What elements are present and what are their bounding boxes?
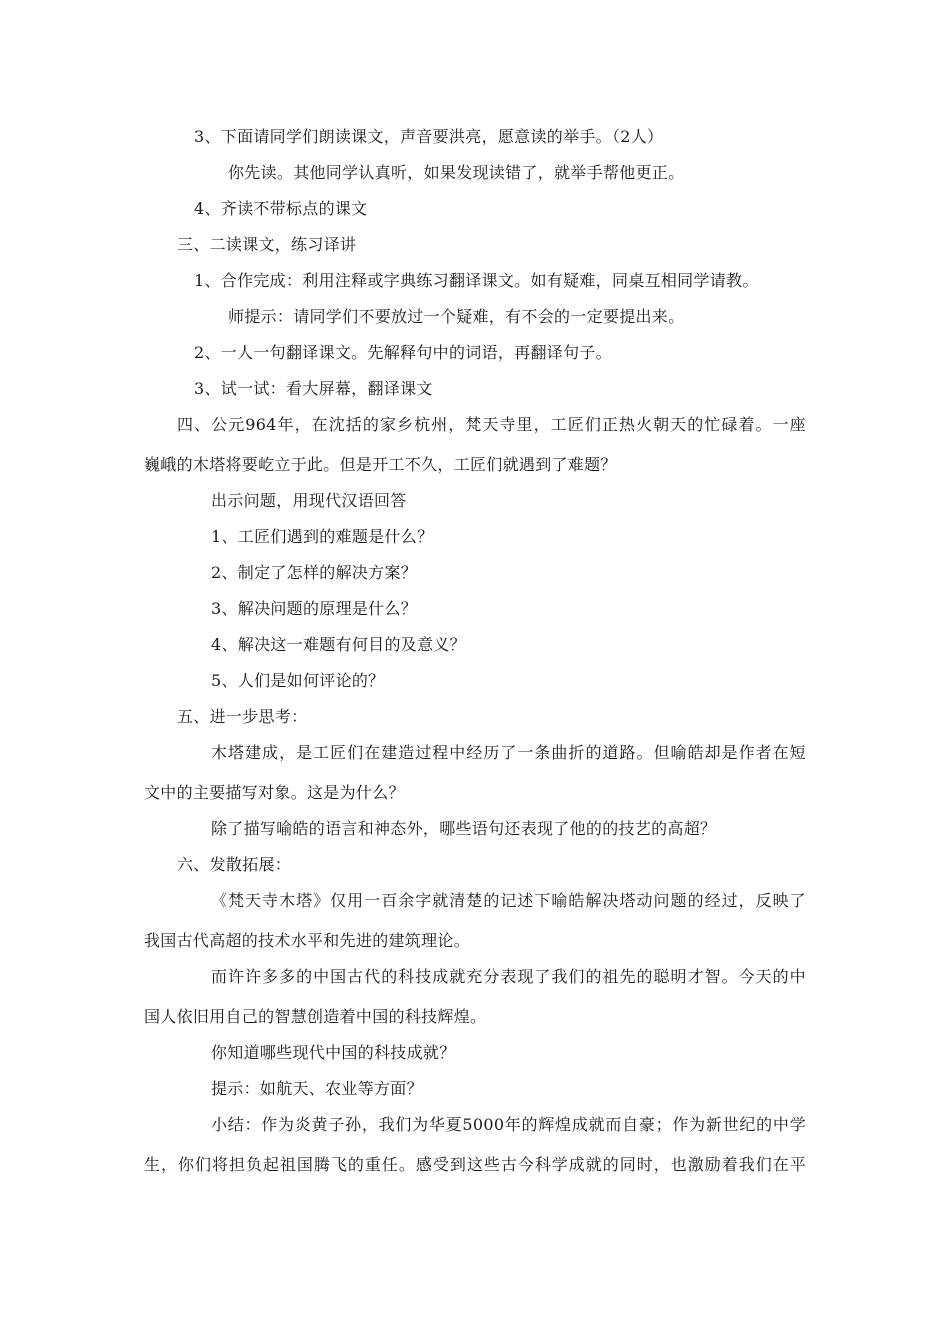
list-item: 4、解决这一难题有何目的及意义？ (211, 635, 466, 654)
text-line: 小结：作为炎黄子孙，我们为华夏5000年的辉煌成就而自豪；作为新世纪的中学 (211, 1115, 806, 1134)
list-item: 3、解决问题的原理是什么？ (211, 599, 418, 618)
text-line: 我国古代高超的技术水平和先进的建筑理论。 (144, 931, 471, 950)
text-line: 国人依旧用自己的智慧创造着中国的科技辉煌。 (144, 1007, 487, 1026)
text-line: 生，你们将担负起祖国腾飞的重任。感受到这些古今科学成就的同时，也激励着我们在平 (144, 1155, 806, 1174)
text-line: 木塔建成，是工匠们在建造过程中经历了一条曲折的道路。但喻皓却是作者在短 (211, 743, 806, 762)
section-heading: 四、公元964年，在沈括的家乡杭州，梵天寺里，工匠们正热火朝天的忙碌着。一座 (177, 415, 806, 434)
text-line: 师提示：请同学们不要放过一个疑难，有不会的一定要提出来。 (228, 307, 685, 326)
text-line: 提示：如航天、农业等方面？ (211, 1079, 423, 1098)
section-heading: 三、二读课文，练习译讲 (177, 235, 357, 254)
text-line: 1、合作完成：利用注释或字典练习翻译课文。如有疑难，同桌互相同学请教。 (194, 271, 759, 290)
text-line: 4、齐读不带标点的课文 (194, 199, 368, 218)
text-line: 除了描写喻皓的语言和神态外，哪些语句还表现了他的的技艺的高超？ (211, 819, 717, 838)
list-item: 2、制定了怎样的解决方案？ (211, 563, 418, 582)
text-line: 而许许多多的中国古代的科技成就充分表现了我们的祖先的聪明才智。今天的中 (211, 967, 806, 986)
text-line: 出示问题，用现代汉语回答 (211, 491, 407, 510)
list-item: 1、工匠们遇到的难题是什么？ (211, 527, 434, 546)
text-line: 巍峨的木塔将要屹立于此。但是开工不久，工匠们就遇到了难题？ (144, 455, 617, 474)
text-line: 3、下面请同学们朗读课文，声音要洪亮，愿意读的举手。（2人） (194, 127, 664, 146)
section-heading: 五、进一步思考： (177, 707, 308, 726)
list-item: 5、人们是如何评论的？ (211, 671, 385, 690)
text-line: 3、试一试：看大屏幕，翻译课文 (194, 379, 433, 398)
section-heading: 六、发散拓展： (177, 855, 292, 874)
text-line: 文中的主要描写对象。这是为什么？ (144, 783, 405, 802)
text-line: 你先读。其他同学认真听，如果发现读错了，就举手帮他更正。 (228, 163, 685, 182)
text-line: 《梵天寺木塔》仅用一百余字就清楚的记述下喻皓解决塔动问题的经过，反映了 (211, 891, 806, 910)
text-line: 2、一人一句翻译课文。先解释句中的词语，再翻译句子。 (194, 343, 612, 362)
text-line: 你知道哪些现代中国的科技成就？ (211, 1043, 456, 1062)
